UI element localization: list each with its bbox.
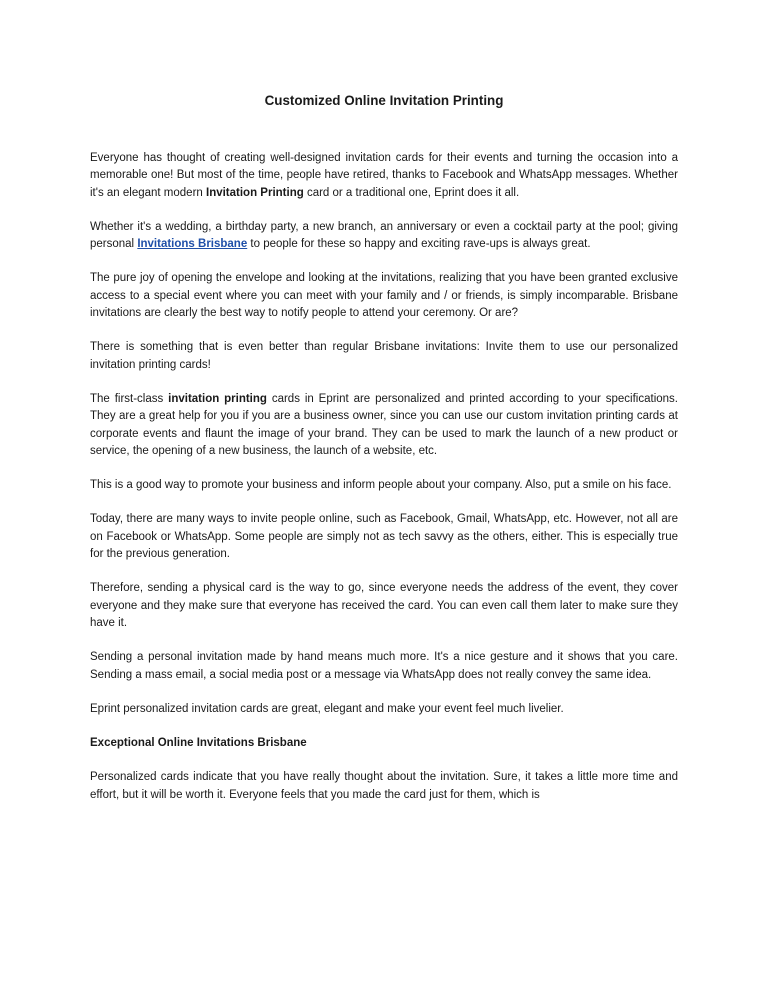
paragraph-3: The pure joy of opening the envelope and looking at the invitations, realizing that you have been granted exclusive access to a special event where you can meet with your family and / or friends, is simply incomparable. Brisbane invitations are clearly the best way to notify people to attend your ceremony. Or are?	[90, 272, 678, 320]
paragraph-6: This is a good way to promote your business and inform people about your company. Also, put a smile on his face.	[90, 479, 672, 492]
invitations-brisbane-link[interactable]: Invitations Brisbane	[137, 238, 248, 251]
paragraph-1	[90, 150, 678, 202]
paragraph-7: Today, there are many ways to invite people online, such as Facebook, Gmail, WhatsApp, etc. However, not all are on Facebook or WhatsApp. Some people are simply not as tech savvy as the others, either. This is especially true for the previous generation.	[90, 513, 678, 561]
document-title: Customized Online Invitation Printing	[264, 93, 504, 108]
paragraph-5-text-b: cards in Eprint are personalized and printed according to your specifications. They are a great help for you if you are a business owner, since you can use our custom invitation printing cards at corporate events and flaunt the image of your brand. They can be used to mark the launch of a new product or service, the opening of a new business, the launch of a website, etc.	[90, 392, 678, 457]
paragraph-5	[90, 391, 678, 460]
paragraph-10: Eprint personalized invitation cards are great, elegant and make your event feel much livelier.	[90, 702, 564, 715]
paragraph-11: Personalized cards indicate that you have really thought about the invitation. Sure, it takes a little more time and effort, but it will be worth it. Everyone feels that you made the card just for them, which is	[90, 771, 678, 801]
section-subheading: Exceptional Online Invitations Brisbane	[90, 737, 307, 750]
paragraph-2-text-b: to people for these so happy and exciting rave-ups is always great.	[247, 238, 591, 251]
invitation-printing-bold: Invitation Printing	[206, 186, 304, 199]
paragraph-5-text-a: The first-class	[90, 392, 169, 405]
paragraph-4: There is something that is even better than regular Brisbane invitations: Invite them to use our personalized invitation printing cards!	[90, 341, 678, 371]
paragraph-9: Sending a personal invitation made by hand means much more. It's a nice gesture and it shows that you care. Sending a mass email, a social media post or a message via WhatsApp does not really convey the same idea.	[90, 651, 678, 681]
invitation-printing-bold-2: invitation printing	[168, 392, 267, 405]
paragraph-1-text-b: card or a traditional one, Eprint does it all.	[303, 186, 520, 199]
paragraph-2	[90, 219, 678, 254]
paragraph-2-text-a: Whether it's a wedding, a birthday party, a new branch, an anniversary or even a cocktail party at the pool; giving personal	[90, 220, 678, 251]
paragraph-8: Therefore, sending a physical card is the way to go, since everyone needs the address of the event, they cover everyone and they make sure that everyone has received the card. You can even call them later to make sure they have it.	[90, 582, 678, 629]
paragraph-1-text-a: Everyone has thought of creating well-designed invitation cards for their events and turning the occasion into a memorable one! But most of the time, people have retired, thanks to Facebook and WhatsApp messages. Whether it's an elegant modern	[90, 152, 678, 199]
document-body	[90, 150, 678, 804]
